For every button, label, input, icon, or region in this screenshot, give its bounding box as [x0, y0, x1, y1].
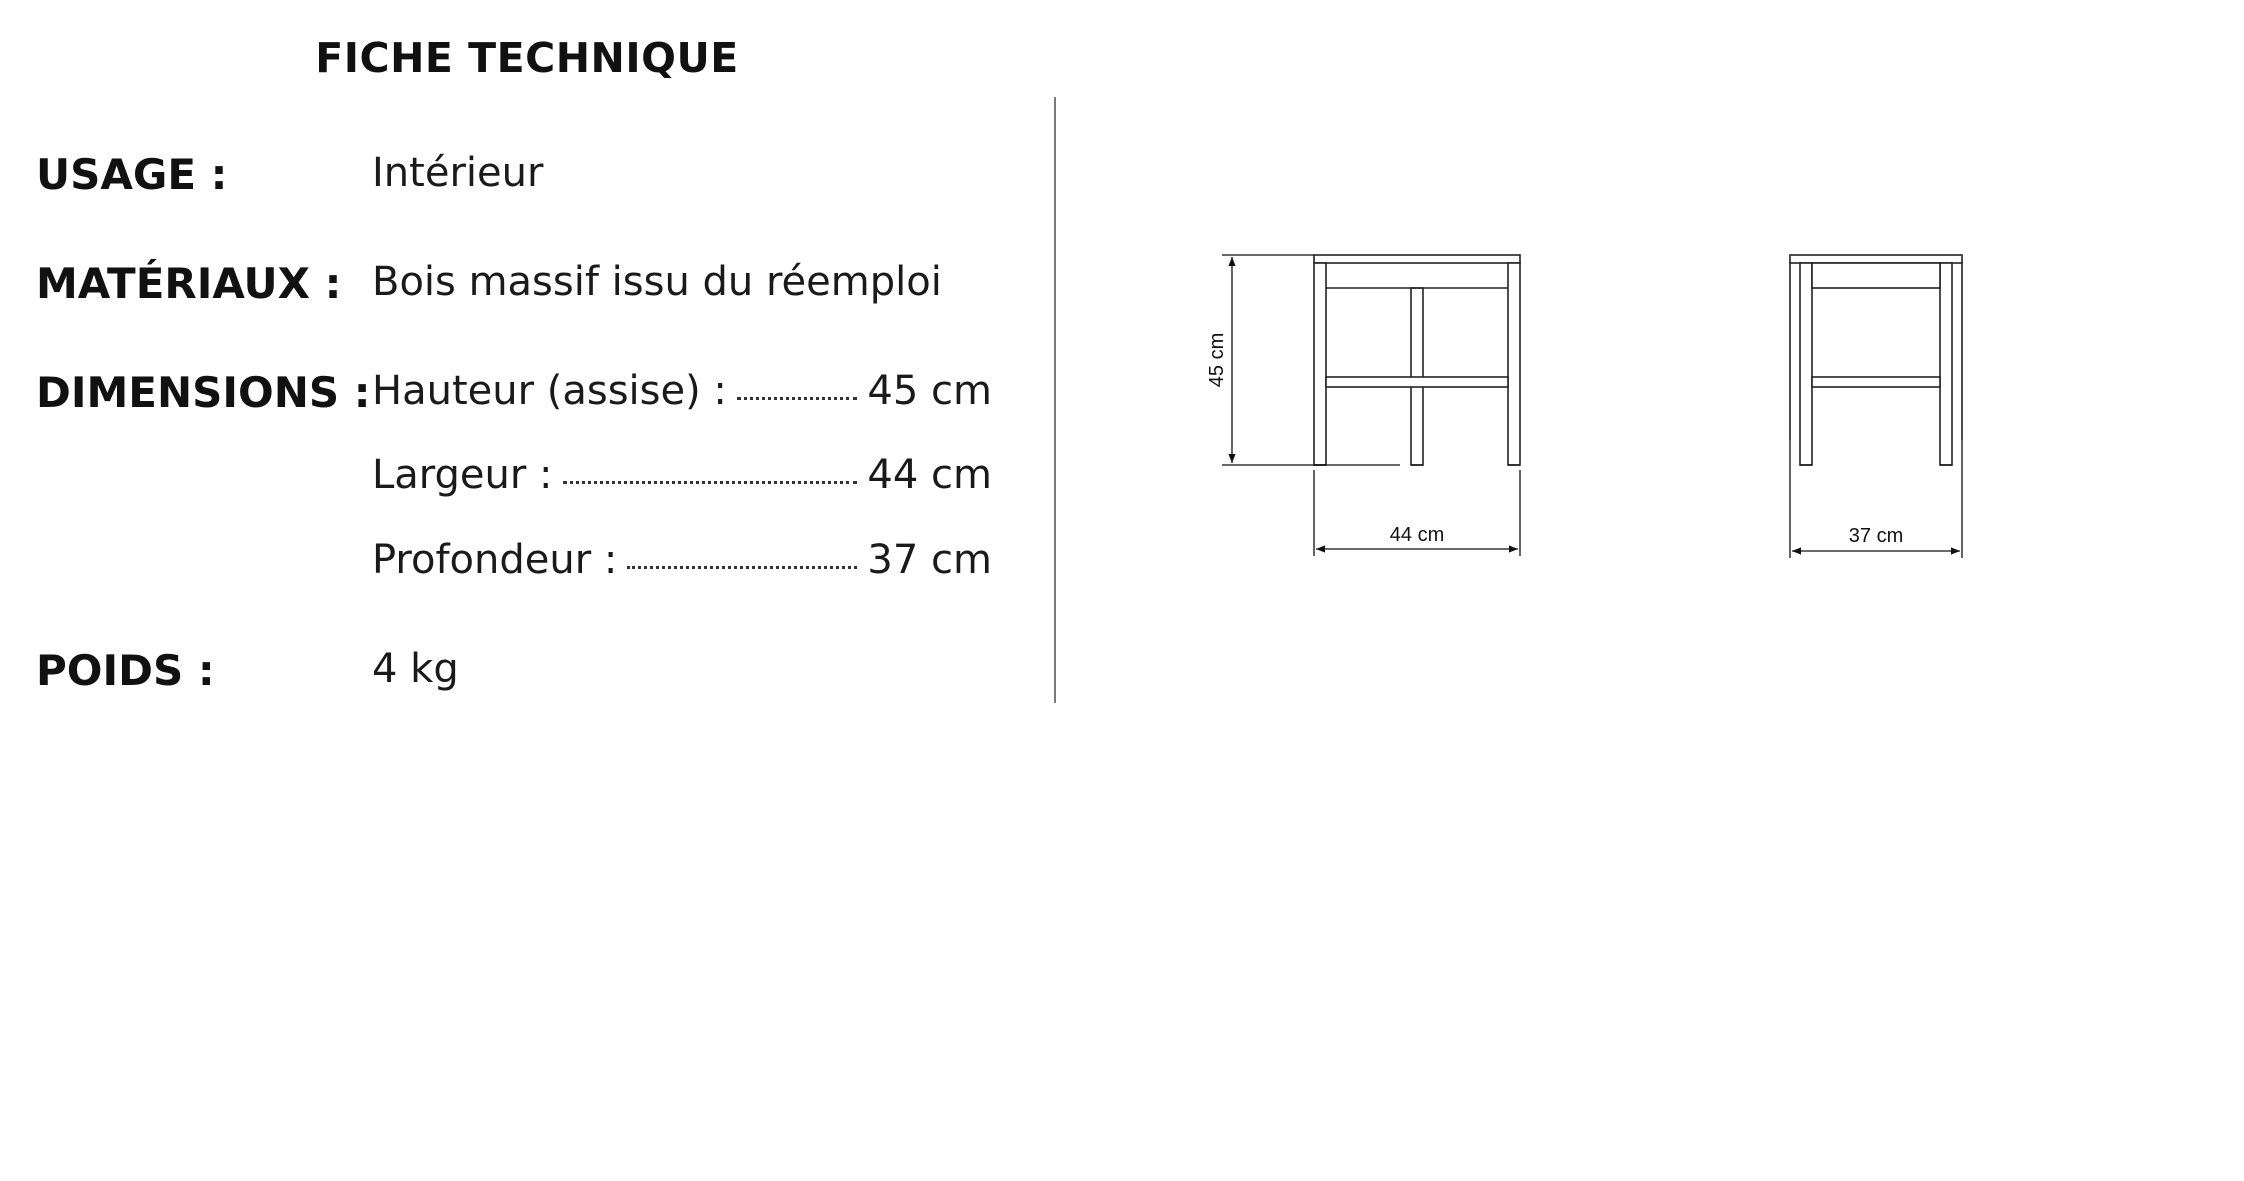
side-view: [1790, 255, 1962, 465]
dotted-leader: [627, 566, 857, 569]
depth-dimension-label: 37 cm: [1848, 525, 1904, 547]
dimension-row-width: [372, 452, 992, 498]
dimension-row-depth: [372, 537, 992, 583]
height-dimension: [1222, 255, 1400, 465]
dimension-row-height: [372, 368, 992, 414]
dimension-depth-value: 37 cm: [867, 537, 992, 583]
usage-label: USAGE :: [36, 150, 228, 199]
stool-technical-drawing: [1190, 240, 2090, 570]
dimension-width-value: 44 cm: [867, 452, 992, 498]
vertical-divider: [1054, 97, 1056, 703]
sheet-title: FICHE TECHNIQUE: [315, 34, 739, 82]
dimension-depth-label: Profondeur :: [372, 537, 618, 583]
dimension-height-value: 45 cm: [867, 368, 992, 414]
dimension-height-label: Hauteur (assise) :: [372, 368, 727, 414]
materials-label: MATÉRIAUX :: [36, 259, 342, 308]
height-dimension-label: 45 cm: [1206, 332, 1228, 388]
weight-value: 4 kg: [372, 646, 459, 692]
dotted-leader: [563, 481, 858, 484]
usage-value: Intérieur: [372, 150, 544, 196]
weight-label: POIDS :: [36, 646, 215, 695]
width-dimension-label: 44 cm: [1389, 524, 1445, 546]
dotted-leader: [737, 397, 858, 400]
dimensions-label: DIMENSIONS :: [36, 368, 371, 417]
front-view: [1314, 255, 1520, 465]
materials-value: Bois massif issu du réemploi: [372, 259, 942, 305]
dimension-width-label: Largeur :: [372, 452, 553, 498]
